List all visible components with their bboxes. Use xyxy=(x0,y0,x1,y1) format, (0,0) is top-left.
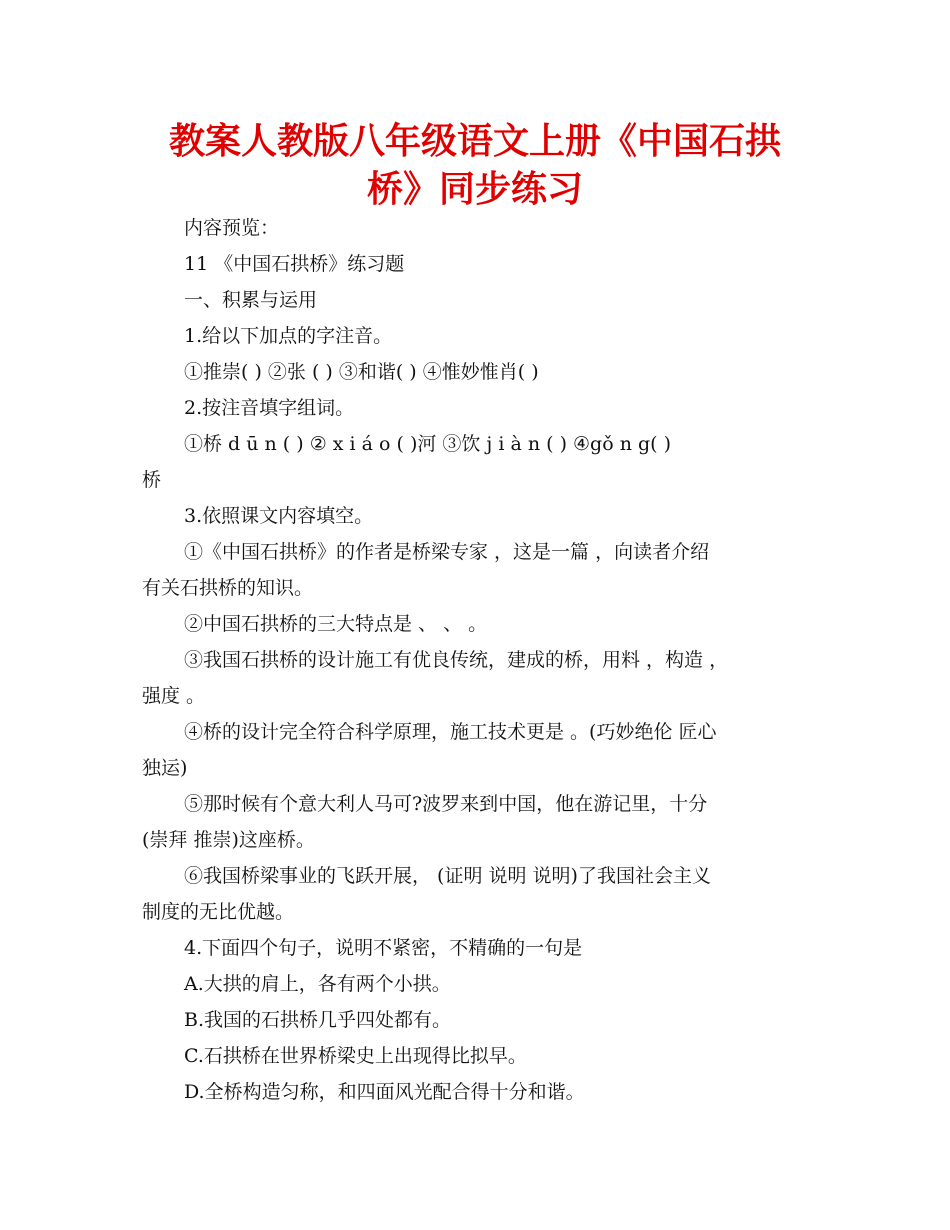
question-3-item-6: ⑥我国桥梁事业的飞跃开展， (证明 说明 说明)了我国社会主义 xyxy=(184,865,711,887)
question-3-item-4-cont: 独运) xyxy=(142,757,188,779)
page-title xyxy=(140,118,810,214)
question-3-item-1: ①《中国石拱桥》的作者是桥梁专家 ，这是一篇 ，向读者介绍 xyxy=(184,541,710,563)
option-c: C.石拱桥在世界桥梁史上出现得比拟早。 xyxy=(184,1045,527,1067)
question-4: 4.下面四个句子，说明不紧密，不精确的一句是 xyxy=(184,937,583,959)
exercise-heading: 11 《中国石拱桥》练习题 xyxy=(184,253,405,275)
preview-label: 内容预览： xyxy=(184,217,280,239)
question-3-item-3-cont: 强度 。 xyxy=(142,685,206,707)
title-line-2: 桥》同步练习 xyxy=(366,169,583,210)
question-3-item-5: ⑤那时候有个意大利人马可?波罗来到中国，他在游记里，十分 xyxy=(184,793,708,815)
question-1: 1.给以下加点的字注音。 xyxy=(184,325,393,347)
question-3-item-1-cont: 有关石拱桥的知识。 xyxy=(142,577,314,599)
option-a: A.大拱的肩上，各有两个小拱。 xyxy=(184,973,451,995)
question-2: 2.按注音填字组词。 xyxy=(184,397,355,419)
document-body xyxy=(142,210,817,1110)
option-b: B.我国的石拱桥几乎四处都有。 xyxy=(184,1009,452,1031)
question-3-item-3: ③我国石拱桥的设计施工有优良传统，建成的桥，用料 ，构造 ， xyxy=(184,649,729,671)
question-3-item-5-cont: (崇拜 推崇)这座桥。 xyxy=(142,829,315,851)
question-3-item-4: ④桥的设计完全符合科学原理，施工技术更是 。(巧妙绝伦 匠心 xyxy=(184,721,717,743)
question-1-items: ①推崇( ) ②张 ( ) ③和谐( ) ④惟妙惟肖( ) xyxy=(184,361,539,383)
question-2-items-cont: 桥 xyxy=(142,469,162,491)
title-line-1: 教案人教版八年级语文上册《中国石拱 xyxy=(168,121,781,162)
question-3-item-6-cont: 制度的无比优越。 xyxy=(142,901,295,923)
question-3: 3.依照课文内容填空。 xyxy=(184,505,374,527)
option-d: D.全桥构造匀称，和四面风光配合得十分和谐。 xyxy=(184,1081,585,1103)
question-3-item-2: ②中国石拱桥的三大特点是 、 、 。 xyxy=(184,613,488,635)
section-heading: 一、积累与运用 xyxy=(184,289,318,311)
question-2-items: ①桥 d ū n ( ) ② x i á o ( )河 ③饮 j i à n ( ) ④gǒ n g( ) xyxy=(184,433,672,455)
